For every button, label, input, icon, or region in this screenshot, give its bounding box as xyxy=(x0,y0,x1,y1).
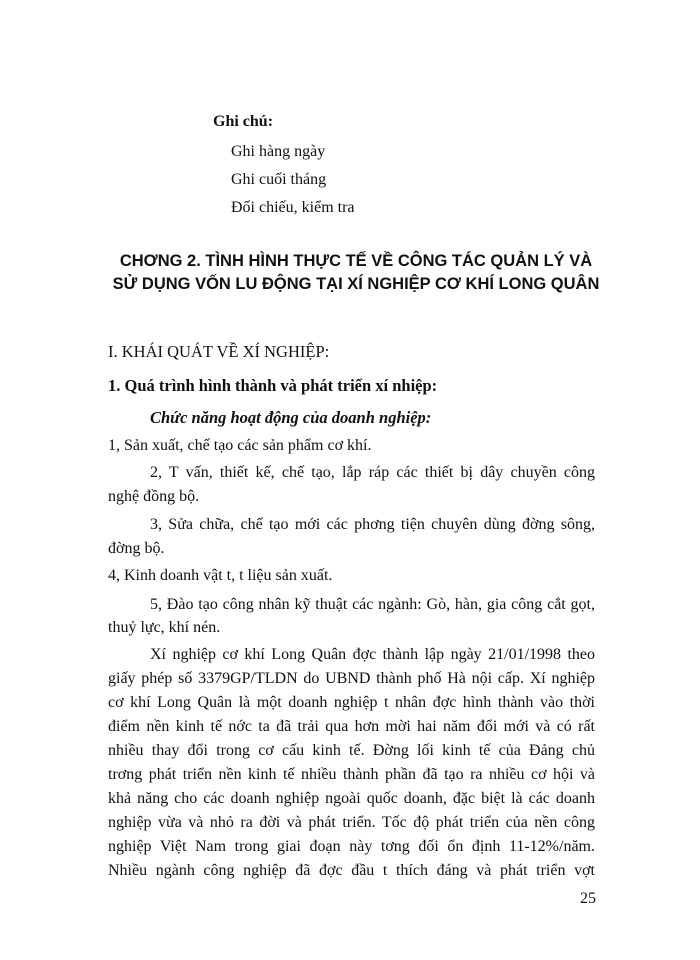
paragraph-line: Nhiều ngành công nghiệp đã đợc đầu t thích đáng và phát triển vợt xyxy=(108,862,595,879)
section-title: I. KHÁI QUÁT VỀ XÍ NGHIỆP: xyxy=(108,342,330,361)
paragraph-line: nghiệp vừa và nhỏ ra đời và phát triển. Tốc độ phát triển của nền công xyxy=(108,814,595,831)
function-item-3-line-2: đờng bộ. xyxy=(108,540,165,557)
function-item-5-line-2: thuỷ lực, khí nén. xyxy=(108,619,221,636)
function-item-3-line-1: 3, Sửa chữa, chế tạo mới các phơng tiện chuyên dùng đờng sông, xyxy=(150,516,595,533)
function-item-2-line-2: nghệ đồng bộ. xyxy=(108,488,200,505)
function-item-2-line-1: 2, T vấn, thiết kế, chế tạo, lắp ráp các thiết bị dây chuyền công xyxy=(150,464,595,481)
paragraph-line: giấy phép số 3379GP/TLDN do UBND thành phố Hà nội cấp. Xí nghiệp xyxy=(108,670,595,687)
history-paragraph xyxy=(108,643,595,883)
paragraph-line: khả năng cho các doanh nghiệp ngoài quốc doanh, đặc biệt là các doanh xyxy=(108,790,595,807)
paragraph-line: điểm nền kinh tế nớc ta đã trải qua hơn mời hai năm đổi mới và có rất xyxy=(108,718,595,735)
paragraph-line: nhiều thay đổi trong cơ cấu kinh tế. Đờng lối kinh tế của Đảng chủ xyxy=(108,742,595,759)
subsection-title: 1. Quá trình hình thành và phát triển xí nhiệp: xyxy=(108,376,438,395)
page-number: 25 xyxy=(580,890,596,907)
function-item-1: 1, Sản xuất, chế tạo các sản phẩm cơ khí. xyxy=(108,437,372,454)
paragraph-line: nghiệp Việt Nam trong giai đoạn này tơng đối ổn định 11-12%/năm. xyxy=(108,838,595,855)
function-item-4: 4, Kinh doanh vật t, t liệu sản xuất. xyxy=(108,567,333,584)
note-item-monthly: Ghi cuối tháng xyxy=(231,171,327,188)
functions-heading: Chức năng hoạt động của doanh nghiệp: xyxy=(150,408,432,427)
chapter-title: CHƠNG 2. TÌNH HÌNH THỰC TẾ VỀ CÔNG TÁC QUẢN LÝ VÀ SỬ DỤNG VỐN LU ĐỘNG TẠI XÍ NGHIỆP CƠ KHÍ LONG QUÂN xyxy=(112,252,600,293)
function-item-5-line-1: 5, Đào tạo công nhân kỹ thuật các ngành: Gò, hàn, gia công cắt gọt, xyxy=(150,596,595,613)
paragraph-line: Xí nghiệp cơ khí Long Quân đợc thành lập ngày 21/01/1998 theo xyxy=(150,646,595,663)
notes-title: Ghi chú: xyxy=(213,113,274,130)
paragraph-line: trơng phát triển nền kinh tế nhiều thành phần đã tạo ra nhiều cơ hội và xyxy=(108,766,595,783)
note-item-daily: Ghi hàng ngày xyxy=(231,143,326,160)
paragraph-line: cơ khí Long Quân là một doanh nghiệp t nhân đợc hình thành vào thời xyxy=(108,694,595,711)
note-item-reconcile: Đối chiếu, kiểm tra xyxy=(231,199,355,216)
